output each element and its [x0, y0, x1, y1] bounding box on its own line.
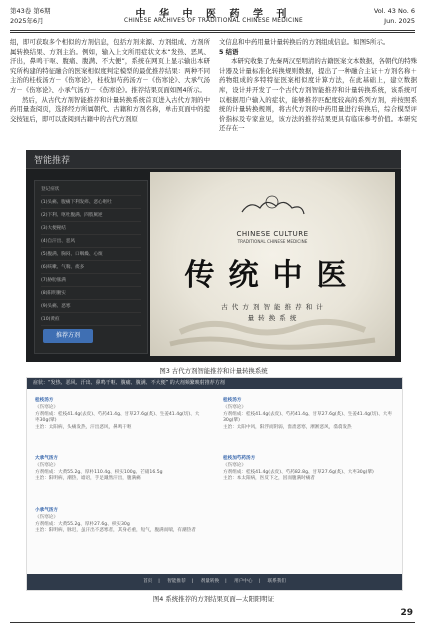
journal-title-en: CHINESE ARCHIVES OF TRADITIONAL CHINESE MEDICINE	[124, 18, 303, 24]
date-en: Jun. 2025	[384, 17, 415, 25]
footer-link-recommend[interactable]: 智能推荐	[167, 579, 186, 584]
prescription-dosage: 方剂组成：大黄55.2g、厚朴27.6g、枳实30g	[35, 521, 130, 527]
date-cn: 2025年6月	[10, 17, 44, 25]
app-titlebar	[26, 150, 401, 169]
prescription-indication: 主治：阳明病，潮热，谵语，手足濈然汗出，腹满痛	[35, 476, 141, 482]
symptom-item[interactable]: (8)阳明腑实	[41, 289, 141, 300]
prescription-indication: 主治：太阳中风，阳浮而阴弱，啬啬恶寒，淅淅恶风，翕翕发热	[223, 425, 352, 431]
header-rule-thin	[10, 32, 415, 33]
volume-issue-en: Vol. 43 No. 6	[373, 7, 415, 15]
volume-issue-cn: 第43卷 第6期	[10, 7, 51, 15]
page-number: 29	[400, 608, 413, 618]
prescription-indication: 主治：本太阳病，医反下之，因而腹满时痛者	[223, 476, 315, 482]
footer-rule	[10, 622, 415, 623]
prescription-source: 《伤寒论》	[35, 514, 58, 520]
result-card[interactable]	[35, 508, 203, 535]
prescription-name: 桂枝加芍药汤方	[223, 456, 256, 461]
symptom-item[interactable]: (2)下利、呕吐腹满、四肢厥逆	[41, 211, 141, 222]
prescription-source: 《伤寒论》	[223, 462, 246, 468]
symptom-item[interactable]: 登记症状	[41, 185, 141, 196]
result-card[interactable]	[223, 456, 393, 483]
result-card[interactable]	[223, 398, 393, 432]
symptom-item[interactable]: (3)大便秘结	[41, 224, 141, 235]
symptom-item[interactable]: (5)腹满、胸闷、口咽燥、心烦	[41, 250, 141, 261]
result-card[interactable]	[35, 456, 203, 483]
paragraph: 文信息和中药用量计量转换后的方剂组成信息。如图5所示。	[219, 38, 390, 46]
header-right	[374, 6, 415, 26]
paragraph: 然后，从古代方剂智能推荐和计量转换系统首页进入古代方剂的中药用量查阅页，选择经方所属朝代、古籍和方剂名称，单击页面中的提交按钮后，即可以查阅到古籍中的古代方剂原	[10, 95, 210, 123]
prescription-indication: 主治：阳明病，脉迟，虽汗出不恶寒者，其身必重，短气，腹满而喘，有潮热者	[35, 528, 196, 534]
app-title: 智能推荐	[34, 156, 71, 166]
symptom-item[interactable]: (9)头痛、恶寒	[41, 302, 141, 313]
figure-3-screenshot	[26, 150, 401, 362]
section-heading: 5 结语	[219, 47, 239, 56]
banner-subtitle-en: TRADITIONAL CHINESE MEDICINE	[237, 239, 308, 244]
query-banner: 症状：“发热、恶风、汗出、鼻鸣干呕、腹痛、腹满、不大便” 的大剂频繁映射推荐方剂	[27, 378, 402, 389]
symptom-item[interactable]: (7)胁肋胀满	[41, 276, 141, 287]
prescription-source: 《伤寒论》	[35, 404, 58, 410]
site-footer: 首页 | 智能推荐 | 剂量转换 | 用户中心 | 联系我们	[27, 574, 402, 590]
recommend-button[interactable]: 推荐方剂	[43, 329, 93, 343]
header-rule	[10, 30, 415, 31]
symptom-item[interactable]: (6)咳嗽、气喘、痰多	[41, 263, 141, 274]
prescription-dosage: 方剂组成：桂枝41.4g(去皮)、芍药41.4g、甘草27.6g(炙)、生姜41.4g(切)、大枣30g(擘)	[35, 411, 200, 424]
prescription-source: 《伤寒论》	[223, 404, 246, 410]
result-card[interactable]	[35, 398, 203, 432]
symptom-panel	[34, 180, 148, 354]
banner-calligraphy: 传统中医	[184, 258, 361, 293]
left-column	[10, 38, 210, 124]
symptom-item[interactable]: (10)黄疸	[41, 315, 141, 326]
prescription-name: 桂枝汤方	[223, 398, 242, 403]
prescription-name: 大承气汤方	[35, 456, 58, 461]
prescription-source: 《伤寒论》	[35, 462, 58, 468]
footer-link-user[interactable]: 用户中心	[234, 579, 253, 584]
prescription-dosage: 方剂组成：桂枝41.4g(去皮)、芍药41.4g、甘草27.6g(炙)、生姜41.4g(切)、大枣30g(擘)	[223, 411, 392, 424]
paragraph: 组，即可获取多个相似的方剂信息，包括方剂来源、方剂组成、方剂所属转换结果、方剂主治。例如，输入上文所用症状文本“发热、恶风、汗出，鼻鸣干呕、腹痛、腹满、不大便”，系统在网页上显示输出本研究所构建的特征融合的医案相似度判定模型的最优推荐结果：两种不同主治的桂枝汤方－《伤寒论》，桂枝加芍药汤方－《伤寒论》、大承气汤方－《伤寒论》、小承气汤方－《伤寒论》。推荐结果页面如图4所示。	[10, 38, 210, 94]
footer-link-home[interactable]: 首页	[143, 579, 153, 584]
prescription-name: 小承气汤方	[35, 508, 58, 513]
figure-3-caption: 图3 古代方剂智能推荐和计量转换系统	[159, 367, 268, 375]
right-column	[219, 38, 417, 134]
banner-system-name-2: 量 转 换 系 统	[247, 314, 298, 322]
symptom-item[interactable]: (1)头痛、腹痛下利发疹、恶心呕吐	[41, 198, 141, 209]
figure-4-screenshot	[26, 377, 403, 591]
banner-system-name-1: 古 代 方 剂 智 能 推 荐 和 计	[221, 303, 324, 311]
prescription-dosage: 方剂组成：桂枝41.4g(去皮)、芍药82.8g、甘草27.6g(炙)、大枣30g(擘)	[223, 469, 374, 475]
footer-link-dosage[interactable]: 剂量转换	[200, 579, 220, 584]
page-header	[0, 0, 427, 36]
banner-artwork	[150, 172, 395, 356]
paragraph: 本研究收集了先秦两汉至明清的古籍医案文本数据，各朝代的特殊计器及计量标准化转换规则数据，提出了一种融合主证＋方剂名称＋药物组成的多特特征医案相似度计算方法，在此基础上，建立数据库，设计并开发了一个古代方剂智能推荐和计量转换系统，该系统可以根据用户输入的症状，能够推荐匹配度较高的系列方剂，并按照系统的计量转换规则，将古代方剂的中药用量进行转换后，综合模型评价指标及专家意见，该方法的推荐结果更具有临床参考价值。本研究还存在一	[219, 57, 417, 133]
prescription-indication: 主治：太阳病，头痛发热，汗出恶风，鼻鸣干呕	[35, 425, 132, 431]
figure-4-caption: 图4 系统推荐的方剂结果页面—太阳阳明证	[152, 595, 275, 603]
banner-title-en: CHINESE CULTURE	[236, 230, 309, 238]
journal-title-cn: 中 华 中 医 药 学 刊	[135, 9, 292, 20]
prescription-dosage: 方剂组成：大黄55.2g、厚朴110.4g、枳实100g、芒硝16.5g	[35, 469, 163, 475]
footer-link-contact[interactable]: 联系我们	[267, 579, 286, 584]
symptom-item[interactable]: (4)自汗出、恶风	[41, 237, 141, 248]
prescription-name: 桂枝汤方	[35, 398, 54, 403]
